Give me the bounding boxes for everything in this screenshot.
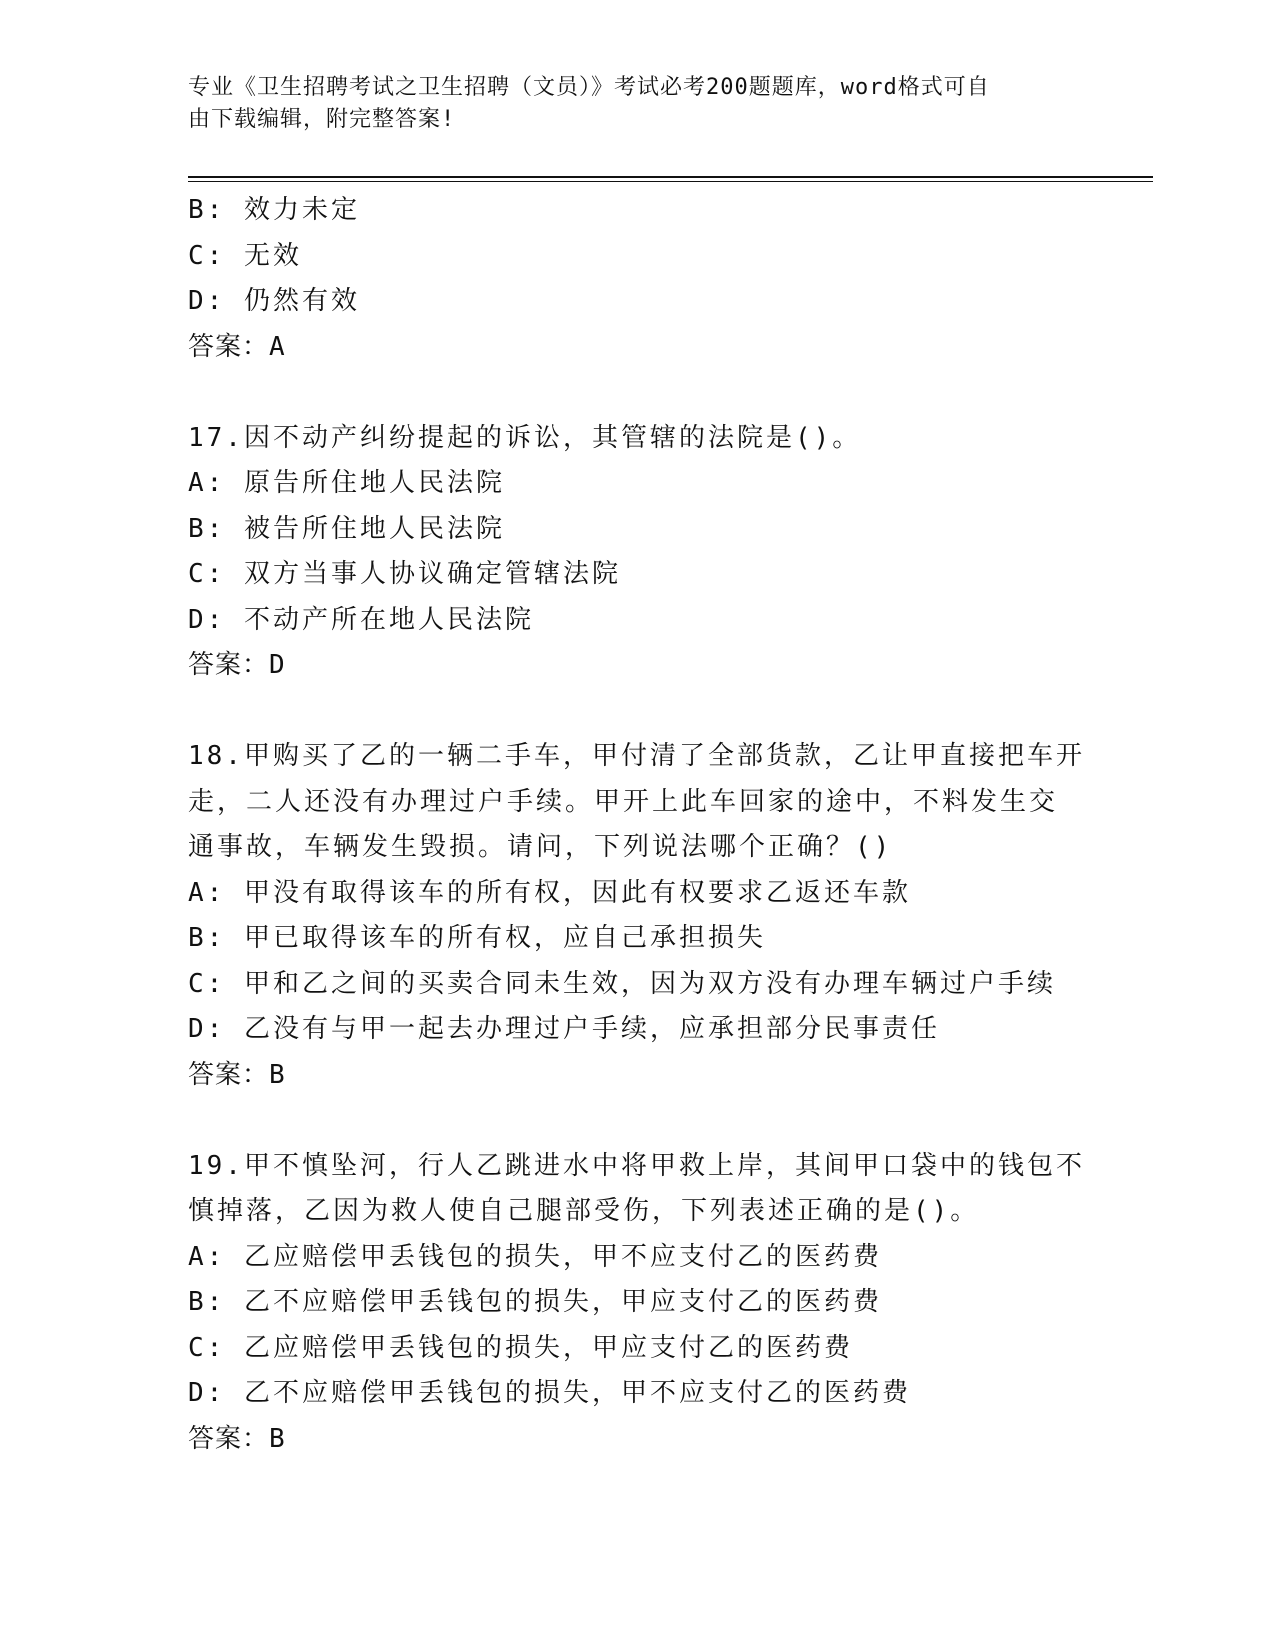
question-17 [188,416,1088,689]
option-c: C: 甲和乙之间的买卖合同未生效，因为双方没有办理车辆过户手续 [188,968,1056,999]
header-divider-thin [188,181,1153,182]
spacer [188,370,1088,416]
question-stem: 走，二人还没有办理过户手续。甲开上此车回家的途中，不料发生交 [188,786,1059,817]
answer-line: 答案：B [188,1423,286,1454]
option-b: B: 乙不应赔偿甲丢钱包的损失，甲应支付乙的医药费 [188,1287,882,1317]
question-stem: 17.因不动产纠纷提起的诉讼，其管辖的法院是()。 [188,422,862,453]
question-stem: 18.甲购买了乙的一辆二手车，甲付清了全部货款，乙让甲直接把车开 [188,741,1085,771]
question-18 [188,734,1088,1098]
header-line-1: 专业《卫生招聘考试之卫生招聘（文员）》考试必考200题题库，word格式可自 [188,75,990,100]
spacer [188,1098,1088,1144]
option-a: A: 甲没有取得该车的所有权，因此有权要求乙返还车款 [188,877,911,908]
header-divider-thick [188,176,1153,178]
answer-line: 答案：A [188,331,286,362]
question-19 [188,1144,1088,1463]
option-b: B: 效力未定 [188,195,360,225]
option-a: A: 乙应赔偿甲丢钱包的损失，甲不应支付乙的医药费 [188,1241,882,1272]
header-line-2: 由下载编辑，附完整答案! [188,107,456,132]
option-c: C: 双方当事人协议确定管辖法院 [188,559,621,589]
question-stem: 通事故，车辆发生毁损。请问，下列说法哪个正确？() [188,832,893,862]
option-d: D: 乙不应赔偿甲丢钱包的损失，甲不应支付乙的医药费 [188,1378,911,1408]
question-content [188,188,1088,1462]
option-b: B: 甲已取得该车的所有权，应自己承担损失 [188,923,766,953]
answer-line: 答案：B [188,1059,286,1090]
option-d: D: 乙没有与甲一起去办理过户手续，应承担部分民事责任 [188,1014,940,1044]
question-16-continued [188,188,1088,370]
document-header [188,72,1068,136]
option-b: B: 被告所住地人民法院 [188,513,505,544]
spacer [188,689,1088,735]
question-stem: 19.甲不慎坠河，行人乙跳进水中将甲救上岸，其间甲口袋中的钱包不 [188,1150,1085,1181]
question-stem: 慎掉落，乙因为救人使自己腿部受伤，下列表述正确的是()。 [188,1196,980,1226]
option-c: C: 乙应赔偿甲丢钱包的损失，甲应支付乙的医药费 [188,1332,853,1363]
option-d: D: 仍然有效 [188,286,360,316]
option-a: A: 原告所住地人民法院 [188,468,505,498]
option-d: D: 不动产所在地人民法院 [188,604,534,635]
answer-line: 答案：D [188,650,286,680]
option-c: C: 无效 [188,240,302,271]
